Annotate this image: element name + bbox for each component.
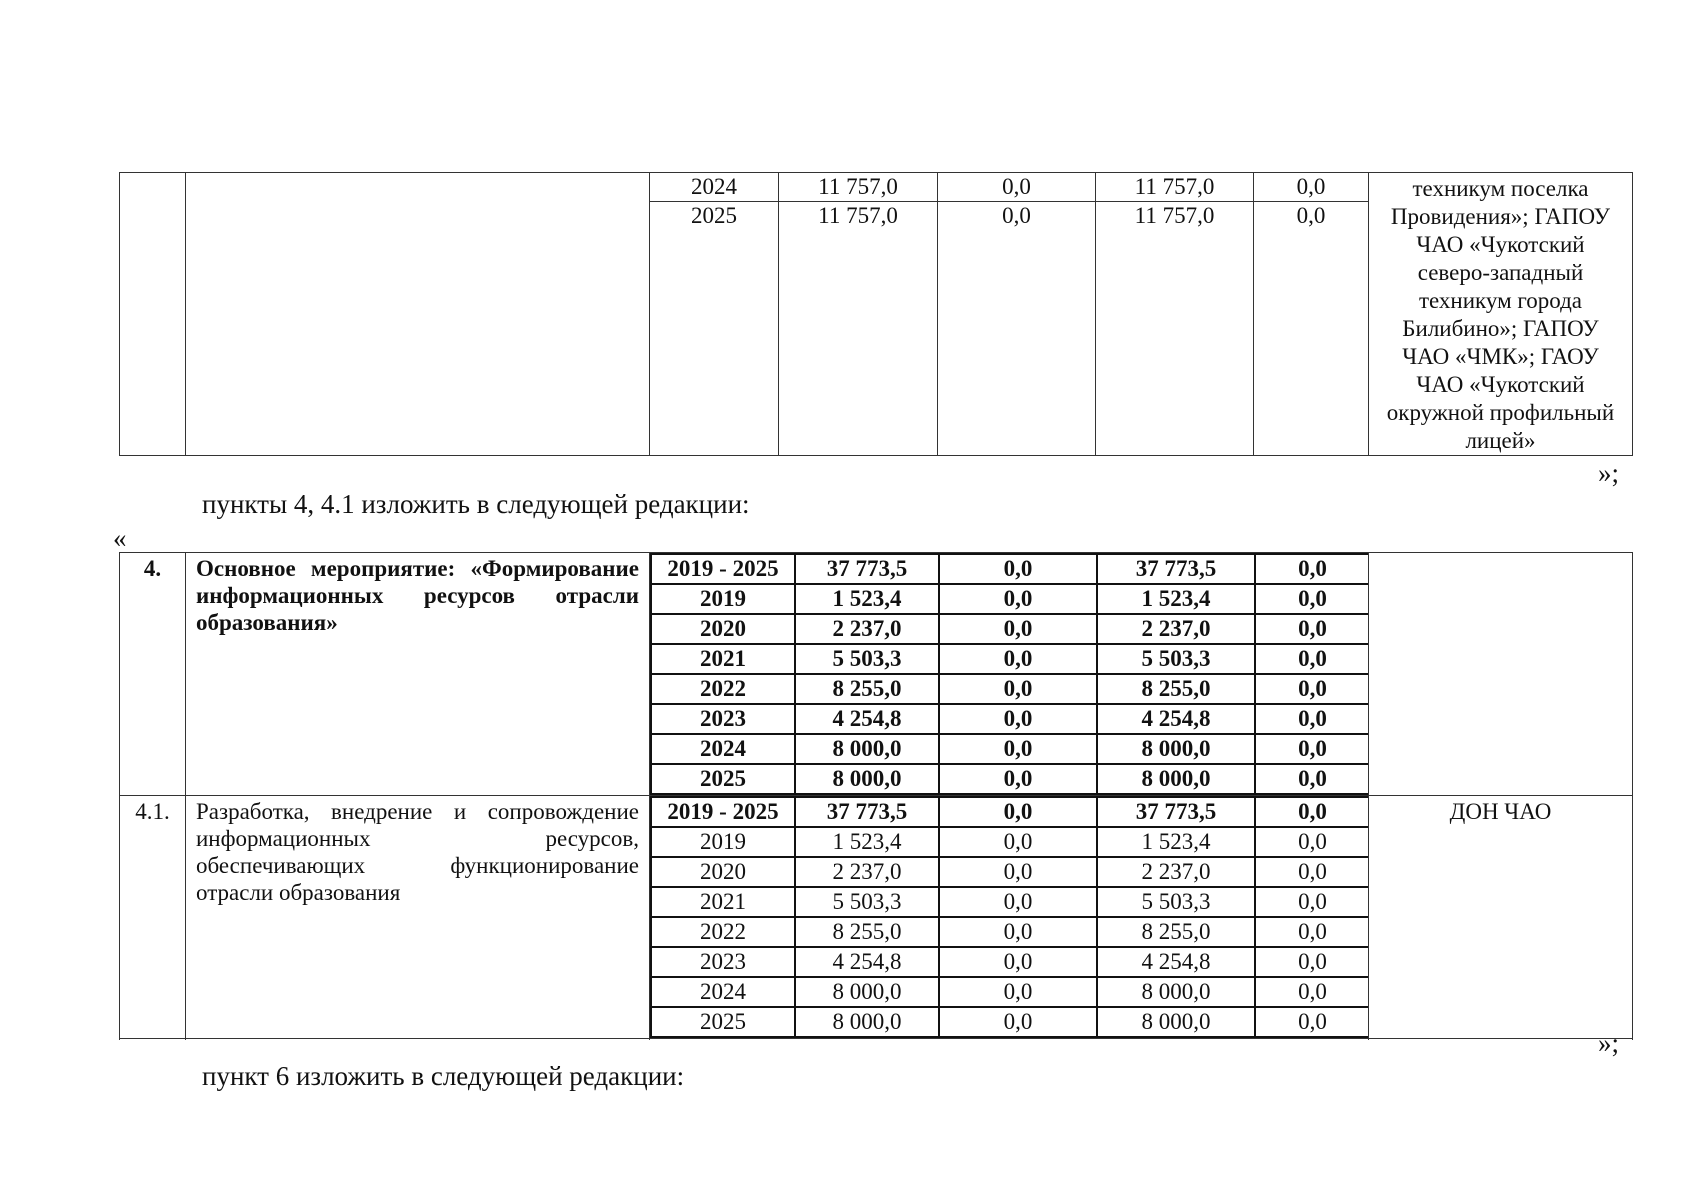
year-cell: 2022 [651, 917, 795, 947]
federal-cell: 0,0 [939, 734, 1097, 764]
year-cell: 2022 [651, 674, 795, 704]
executor-line: Провидения»; ГАПОУ [1390, 204, 1611, 229]
executor-line: техникум поселка [1412, 176, 1589, 201]
federal-cell: 0,0 [939, 644, 1097, 674]
other-cell: 0,0 [1255, 644, 1368, 674]
total-cell: 5 503,3 [795, 887, 939, 917]
year-cell: 2019 - 2025 [651, 554, 795, 584]
regional-cell: 8 000,0 [1097, 977, 1255, 1007]
year-cell: 2021 [651, 887, 795, 917]
federal-cell: 0,0 [939, 554, 1097, 584]
total-cell: 1 523,4 [795, 827, 939, 857]
federal-cell: 0,0 [939, 764, 1097, 794]
regional-cell: 8 000,0 [1097, 1007, 1255, 1037]
total-cell: 1 523,4 [795, 584, 939, 614]
federal-cell: 0,0 [939, 917, 1097, 947]
other-cell: 0,0 [1255, 827, 1368, 857]
item-number: 4. [120, 553, 186, 796]
regional-cell: 8 000,0 [1097, 764, 1255, 794]
year-cell: 2023 [651, 947, 795, 977]
federal-cell: 0,0 [939, 827, 1097, 857]
federal-cell: 0,0 [939, 1007, 1097, 1037]
year-cell: 2019 - 2025 [651, 797, 795, 827]
item-4 [120, 553, 1633, 796]
item-4-figures [650, 553, 1369, 796]
year-cell: 2025 [651, 1007, 795, 1037]
total-cell: 2 237,0 [795, 614, 939, 644]
num-cell [120, 173, 186, 456]
federal-cell: 0,0 [939, 614, 1097, 644]
executor-line: ЧАО «Чукотский [1416, 232, 1585, 257]
federal-cell: 0,0 [939, 857, 1097, 887]
total-cell: 5 503,3 [795, 644, 939, 674]
closing-quote: »; [1598, 458, 1620, 488]
regional-cell: 37 773,5 [1097, 554, 1255, 584]
executor-cell [1369, 173, 1633, 456]
title-cell [186, 173, 650, 456]
other-cell: 0,0 [1255, 887, 1368, 917]
year-cell: 2019 [651, 584, 795, 614]
total-cell: 37 773,5 [795, 797, 939, 827]
regional-cell: 11 757,0 [1096, 173, 1254, 202]
total-cell: 11 757,0 [779, 173, 938, 202]
instruction-paragraph: пункт 6 изложить в следующей редакции: [202, 1061, 685, 1091]
federal-cell: 0,0 [939, 887, 1097, 917]
other-cell: 0,0 [1255, 947, 1368, 977]
total-cell: 8 255,0 [795, 674, 939, 704]
other-cell: 0,0 [1255, 1007, 1368, 1037]
total-cell: 11 757,0 [779, 202, 938, 456]
other-cell: 0,0 [1255, 584, 1368, 614]
other-cell: 0,0 [1255, 614, 1368, 644]
total-cell: 8 000,0 [795, 1007, 939, 1037]
regional-cell: 37 773,5 [1097, 797, 1255, 827]
total-cell: 4 254,8 [795, 704, 939, 734]
regional-cell: 11 757,0 [1096, 202, 1254, 456]
opening-quote: « [113, 523, 127, 553]
total-cell: 8 000,0 [795, 734, 939, 764]
federal-cell: 0,0 [939, 977, 1097, 1007]
federal-cell: 0,0 [939, 584, 1097, 614]
regional-cell: 2 237,0 [1097, 857, 1255, 887]
total-cell: 8 000,0 [795, 764, 939, 794]
year-cell: 2019 [651, 827, 795, 857]
top-table [119, 172, 1633, 456]
year-cell: 2020 [651, 857, 795, 887]
year-cell: 2023 [651, 704, 795, 734]
federal-cell: 0,0 [939, 674, 1097, 704]
regional-cell: 2 237,0 [1097, 614, 1255, 644]
regional-cell: 5 503,3 [1097, 887, 1255, 917]
executor-line: ЧАО «ЧМК»; ГАОУ [1402, 344, 1599, 369]
regional-cell: 8 255,0 [1097, 917, 1255, 947]
total-cell: 2 237,0 [795, 857, 939, 887]
other-cell: 0,0 [1255, 797, 1368, 827]
federal-cell: 0,0 [938, 202, 1096, 456]
year-cell: 2021 [651, 644, 795, 674]
other-cell: 0,0 [1255, 704, 1368, 734]
federal-cell: 0,0 [939, 797, 1097, 827]
regional-cell: 8 000,0 [1097, 734, 1255, 764]
other-cell: 0,0 [1255, 764, 1368, 794]
federal-cell: 0,0 [938, 173, 1096, 202]
regional-cell: 5 503,3 [1097, 644, 1255, 674]
executor-cell: ДОН ЧАО [1368, 796, 1632, 1039]
item-number: 4.1. [120, 796, 186, 1039]
other-cell: 0,0 [1255, 674, 1368, 704]
year-cell: 2024 [651, 977, 795, 1007]
year-cell: 2020 [651, 614, 795, 644]
instruction-paragraph: пункты 4, 4.1 изложить в следующей редакции: [202, 489, 750, 519]
executor-line: лицей» [1465, 428, 1536, 453]
executor-line: окружной профильный [1386, 400, 1615, 425]
executor-line: ЧАО «Чукотский [1416, 372, 1585, 397]
executor-line: техникум города [1418, 288, 1583, 313]
federal-cell: 0,0 [939, 947, 1097, 977]
total-cell: 8 000,0 [795, 977, 939, 1007]
regional-cell: 8 255,0 [1097, 674, 1255, 704]
other-cell: 0,0 [1255, 857, 1368, 887]
year-cell: 2025 [650, 202, 779, 456]
executor-line: северо-западный [1417, 260, 1584, 285]
item-title: Основное мероприятие: «Формирование информационных ресурсов отрасли образования» [186, 553, 650, 796]
year-cell: 2024 [650, 173, 779, 202]
total-cell: 4 254,8 [795, 947, 939, 977]
federal-cell: 0,0 [939, 704, 1097, 734]
total-cell: 37 773,5 [795, 554, 939, 584]
other-cell: 0,0 [1254, 202, 1369, 456]
other-cell: 0,0 [1254, 173, 1369, 202]
item-4-1-figures [650, 796, 1369, 1039]
other-cell: 0,0 [1255, 977, 1368, 1007]
executor-cell [1368, 553, 1632, 796]
regional-cell: 1 523,4 [1097, 584, 1255, 614]
other-cell: 0,0 [1255, 554, 1368, 584]
items-table [119, 552, 1633, 1039]
closing-quote: »; [1598, 1028, 1620, 1058]
other-cell: 0,0 [1255, 917, 1368, 947]
year-cell: 2024 [651, 734, 795, 764]
executor-line: Билибино»; ГАПОУ [1402, 316, 1599, 341]
item-4-1 [120, 796, 1633, 1039]
other-cell: 0,0 [1255, 734, 1368, 764]
regional-cell: 1 523,4 [1097, 827, 1255, 857]
regional-cell: 4 254,8 [1097, 947, 1255, 977]
item-title: Разработка, внедрение и сопровождение информационных ресурсов, обеспечивающих функционирование отрасли образования [186, 796, 650, 1039]
total-cell: 8 255,0 [795, 917, 939, 947]
year-cell: 2025 [651, 764, 795, 794]
regional-cell: 4 254,8 [1097, 704, 1255, 734]
